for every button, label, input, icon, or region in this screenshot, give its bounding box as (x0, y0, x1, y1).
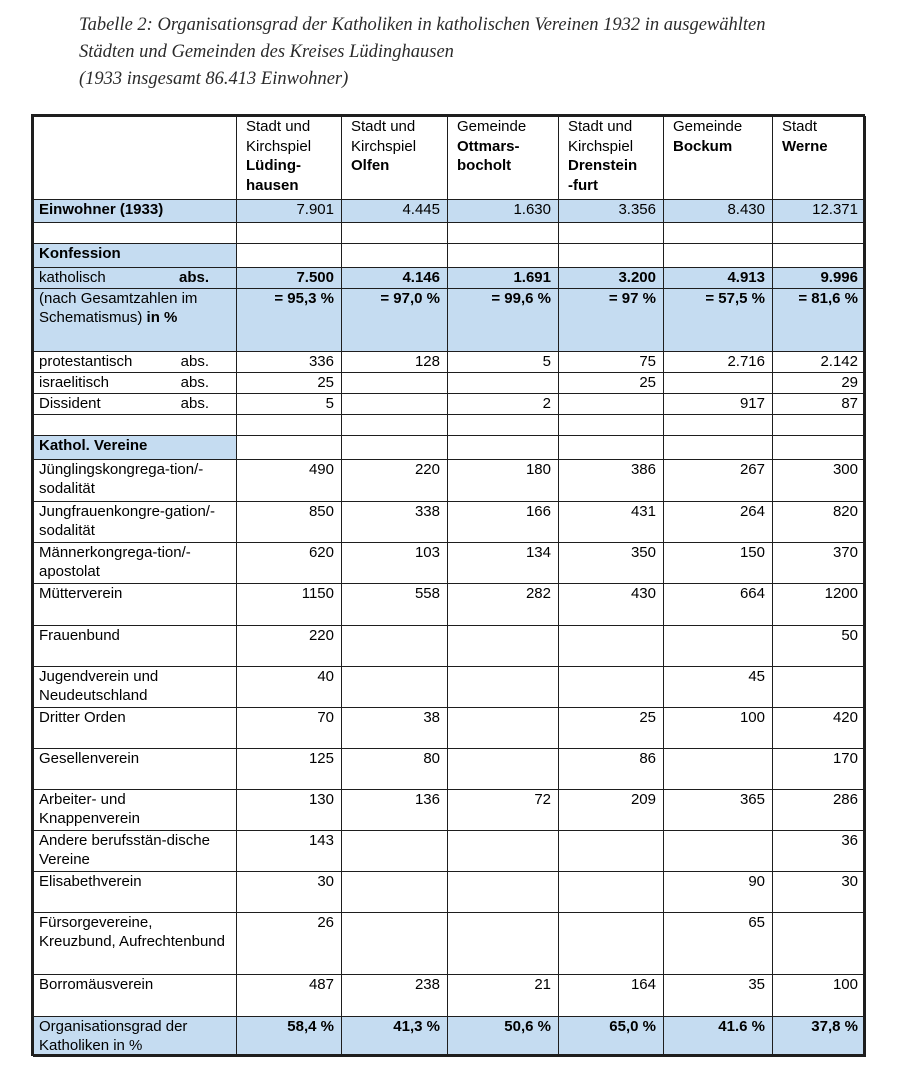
value-cell (342, 830, 448, 871)
column-header-line: Stadt (782, 118, 818, 135)
value-cell: 1200 (773, 583, 866, 625)
value-cell (773, 912, 866, 974)
header-corner-cell (34, 117, 237, 200)
value-cell: 150 (664, 542, 773, 583)
row-label-text: Arbeiter- und Knappenverein (39, 790, 140, 827)
row-label-text: Mütterverein (39, 584, 123, 602)
row-label-suffix: abs. (180, 352, 209, 370)
column-header (559, 117, 664, 200)
row-label-text: protestantisch (39, 352, 133, 370)
value-cell (448, 244, 559, 268)
row-label-text: katholisch (39, 269, 106, 286)
column-header-line: Kirchspiel (351, 137, 417, 155)
value-cell: 30 (773, 871, 866, 912)
value-cell: 820 (773, 501, 866, 542)
row-label-suffix: abs. (180, 373, 209, 391)
row-label-text: (nach Gesamtzahlen im Schematismus) (39, 289, 198, 326)
value-cell: 12.371 (773, 200, 866, 223)
row-label (34, 288, 237, 351)
row-label-text: Frauenbund (39, 626, 120, 644)
row-label-text: Dritter Orden (39, 708, 126, 726)
value-cell (448, 625, 559, 666)
row-label-text: Elisabethverein (39, 872, 142, 890)
value-cell (664, 223, 773, 244)
column-header (448, 117, 559, 200)
data-table (33, 116, 866, 1057)
row-label-text: Männerkongrega-tion/-apostolat (39, 543, 191, 580)
table-row (34, 435, 866, 459)
column-header-line: Ottmars- (457, 137, 520, 155)
value-cell (773, 223, 866, 244)
value-cell (664, 435, 773, 459)
value-cell: 9.996 (773, 268, 866, 289)
value-cell (342, 414, 448, 435)
row-label (34, 625, 237, 666)
value-cell: = 99,6 % (448, 288, 559, 351)
value-cell: 5 (237, 393, 342, 414)
table-row (34, 912, 866, 974)
value-cell (559, 393, 664, 414)
value-cell (559, 414, 664, 435)
row-label (34, 871, 237, 912)
value-cell: 2 (448, 393, 559, 414)
value-cell: 620 (237, 542, 342, 583)
value-cell (448, 666, 559, 707)
row-label-suffix: abs. (178, 269, 209, 286)
value-cell (342, 372, 448, 393)
value-cell (559, 912, 664, 974)
row-label (34, 223, 237, 244)
value-cell: 8.430 (664, 200, 773, 223)
value-cell: 65 (664, 912, 773, 974)
row-label (34, 351, 237, 372)
row-label (34, 748, 237, 789)
table-row (34, 625, 866, 666)
column-header-line: Lüding- (246, 157, 301, 174)
value-cell: 58,4 % (237, 1016, 342, 1056)
row-label-text: Organisationsgrad der Katholiken in % (39, 1017, 188, 1054)
value-cell (664, 625, 773, 666)
column-header (664, 117, 773, 200)
value-cell (773, 414, 866, 435)
value-cell (342, 912, 448, 974)
value-cell (237, 244, 342, 268)
value-cell: 143 (237, 830, 342, 871)
row-label (34, 200, 237, 223)
column-header-line: bocholt (457, 157, 512, 174)
value-cell: 264 (664, 501, 773, 542)
value-cell: = 81,6 % (773, 288, 866, 351)
column-header-line: Werne (782, 137, 828, 155)
row-label (34, 244, 237, 268)
value-cell: 87 (773, 393, 866, 414)
row-label (34, 666, 237, 707)
value-cell: 386 (559, 459, 664, 501)
value-cell: 209 (559, 789, 664, 830)
row-label (34, 372, 237, 393)
value-cell (773, 435, 866, 459)
value-cell (448, 871, 559, 912)
column-header-line: Drenstein (568, 157, 638, 174)
table-row (34, 1016, 866, 1056)
value-cell: 850 (237, 501, 342, 542)
value-cell: 220 (237, 625, 342, 666)
value-cell: 128 (342, 351, 448, 372)
column-header-line: Gemeinde (673, 118, 743, 135)
value-cell (448, 372, 559, 393)
value-cell: 65,0 % (559, 1016, 664, 1056)
table-row (34, 583, 866, 625)
row-label-text: Jungfrauenkongre-gation/-sodalität (39, 502, 215, 539)
row-label-text: Borromäusverein (39, 975, 154, 993)
value-cell: 75 (559, 351, 664, 372)
value-cell (342, 393, 448, 414)
value-cell: 4.913 (664, 268, 773, 289)
row-label-text: Jugendverein und Neudeutschland (39, 667, 159, 704)
value-cell: 136 (342, 789, 448, 830)
value-cell (664, 372, 773, 393)
value-cell (664, 414, 773, 435)
row-label-unit: in % (146, 309, 178, 326)
value-cell: 7.500 (237, 268, 342, 289)
column-header-line: Kirchspiel (246, 137, 312, 155)
value-cell (559, 244, 664, 268)
value-cell: 5 (448, 351, 559, 372)
column-header-line: Gemeinde (457, 118, 527, 135)
value-cell: 238 (342, 974, 448, 1016)
caption-line-1: Tabelle 2: Organisationsgrad der Katholiken in katholischen Vereinen 1932 in ausgewählten (79, 15, 766, 35)
column-header-line: Stadt und (246, 118, 311, 135)
row-label-text: israelitisch (39, 373, 110, 391)
value-cell: 365 (664, 789, 773, 830)
row-label (34, 459, 237, 501)
value-cell: 1150 (237, 583, 342, 625)
row-label (34, 268, 237, 289)
value-cell (342, 435, 448, 459)
value-cell: 4.445 (342, 200, 448, 223)
row-label-text: Andere berufsstän-dische Vereine (39, 831, 210, 868)
table-row (34, 871, 866, 912)
row-label-text: Fürsorgevereine, Kreuzbund, Aufrechtenbund (39, 913, 225, 950)
value-cell: 80 (342, 748, 448, 789)
value-cell: 40 (237, 666, 342, 707)
row-label (34, 830, 237, 871)
value-cell (559, 435, 664, 459)
table-row (34, 707, 866, 748)
value-cell: 21 (448, 974, 559, 1016)
value-cell (448, 707, 559, 748)
value-cell: 50,6 % (448, 1016, 559, 1056)
row-label (34, 912, 237, 974)
value-cell: 420 (773, 707, 866, 748)
value-cell: 1.630 (448, 200, 559, 223)
value-cell (773, 244, 866, 268)
value-cell: 41.6 % (664, 1016, 773, 1056)
column-header (237, 117, 342, 200)
table-row (34, 200, 866, 223)
value-cell (342, 871, 448, 912)
column-header-line: Stadt und (568, 118, 633, 135)
row-label (34, 583, 237, 625)
row-label (34, 974, 237, 1016)
table-row (34, 789, 866, 830)
value-cell: 430 (559, 583, 664, 625)
value-cell: 45 (664, 666, 773, 707)
table-caption (79, 12, 879, 93)
column-header (342, 117, 448, 200)
row-label (34, 789, 237, 830)
value-cell: 100 (773, 974, 866, 1016)
value-cell: 37,8 % (773, 1016, 866, 1056)
value-cell: = 57,5 % (664, 288, 773, 351)
column-header-line: Stadt und (351, 118, 416, 135)
table-row (34, 666, 866, 707)
value-cell: 35 (664, 974, 773, 1016)
value-cell: 300 (773, 459, 866, 501)
table-row (34, 414, 866, 435)
row-label (34, 501, 237, 542)
value-cell (448, 414, 559, 435)
value-cell: 36 (773, 830, 866, 871)
value-cell (664, 748, 773, 789)
value-cell (342, 244, 448, 268)
value-cell: 30 (237, 871, 342, 912)
value-cell: 170 (773, 748, 866, 789)
value-cell: 1.691 (448, 268, 559, 289)
column-header-line: hausen (246, 176, 299, 194)
value-cell: 41,3 % (342, 1016, 448, 1056)
row-label-text: Kathol. Vereine (39, 436, 148, 454)
value-cell: 4.146 (342, 268, 448, 289)
value-cell (773, 666, 866, 707)
table-row (34, 393, 866, 414)
value-cell (342, 625, 448, 666)
row-label (34, 542, 237, 583)
row-label (34, 1016, 237, 1056)
value-cell: 2.716 (664, 351, 773, 372)
value-cell (559, 625, 664, 666)
value-cell (448, 830, 559, 871)
value-cell: 370 (773, 542, 866, 583)
row-label (34, 414, 237, 435)
value-cell: 25 (559, 372, 664, 393)
value-cell: 664 (664, 583, 773, 625)
value-cell: 134 (448, 542, 559, 583)
value-cell (237, 414, 342, 435)
column-header-line: Bockum (673, 137, 733, 155)
value-cell: 558 (342, 583, 448, 625)
column-header-line: Olfen (351, 157, 390, 174)
value-cell: 25 (559, 707, 664, 748)
value-cell: 72 (448, 789, 559, 830)
row-label-text: Konfession (39, 245, 121, 262)
table-row (34, 501, 866, 542)
table-row (34, 748, 866, 789)
caption-line-2: Städten und Gemeinden des Kreises Lüdinghausen (79, 42, 454, 62)
value-cell: 338 (342, 501, 448, 542)
row-label-text: Dissident (39, 394, 101, 412)
value-cell (237, 435, 342, 459)
value-cell: 86 (559, 748, 664, 789)
value-cell (237, 223, 342, 244)
value-cell (559, 830, 664, 871)
value-cell (448, 748, 559, 789)
row-label-text: Einwohner (1933) (39, 201, 164, 218)
value-cell: 282 (448, 583, 559, 625)
value-cell: = 97 % (559, 288, 664, 351)
table-row (34, 459, 866, 501)
table-row (34, 223, 866, 244)
value-cell: 100 (664, 707, 773, 748)
value-cell: 350 (559, 542, 664, 583)
value-cell: 487 (237, 974, 342, 1016)
row-label (34, 707, 237, 748)
value-cell (342, 223, 448, 244)
value-cell (448, 435, 559, 459)
table-row (34, 830, 866, 871)
row-label-suffix: abs. (180, 394, 209, 412)
table-row (34, 372, 866, 393)
table-row (34, 244, 866, 268)
value-cell: 166 (448, 501, 559, 542)
value-cell: 431 (559, 501, 664, 542)
value-cell (448, 223, 559, 244)
value-cell: 90 (664, 871, 773, 912)
table-row (34, 288, 866, 351)
value-cell: 336 (237, 351, 342, 372)
value-cell (448, 912, 559, 974)
row-label-text: Jünglingskongrega-tion/-sodalität (39, 460, 204, 497)
caption-line-3: (1933 insgesamt 86.413 Einwohner) (79, 69, 349, 89)
value-cell: = 95,3 % (237, 288, 342, 351)
value-cell: 2.142 (773, 351, 866, 372)
value-cell: 917 (664, 393, 773, 414)
value-cell: 103 (342, 542, 448, 583)
value-cell: 220 (342, 459, 448, 501)
value-cell (664, 244, 773, 268)
value-cell: = 97,0 % (342, 288, 448, 351)
value-cell: 164 (559, 974, 664, 1016)
row-label-text: Gesellenverein (39, 749, 140, 767)
value-cell: 29 (773, 372, 866, 393)
value-cell (559, 871, 664, 912)
value-cell: 130 (237, 789, 342, 830)
value-cell: 7.901 (237, 200, 342, 223)
value-cell (664, 830, 773, 871)
value-cell (342, 666, 448, 707)
row-label (34, 393, 237, 414)
table-header-row (34, 117, 866, 200)
table-row (34, 351, 866, 372)
value-cell: 50 (773, 625, 866, 666)
value-cell: 70 (237, 707, 342, 748)
column-header (773, 117, 866, 200)
value-cell: 26 (237, 912, 342, 974)
table-row (34, 542, 866, 583)
table-row (34, 268, 866, 289)
value-cell: 38 (342, 707, 448, 748)
value-cell: 3.200 (559, 268, 664, 289)
value-cell: 3.356 (559, 200, 664, 223)
value-cell: 267 (664, 459, 773, 501)
value-cell: 286 (773, 789, 866, 830)
value-cell (559, 223, 664, 244)
value-cell (559, 666, 664, 707)
value-cell: 125 (237, 748, 342, 789)
row-label (34, 435, 237, 459)
column-header-line: -furt (568, 176, 598, 194)
value-cell: 490 (237, 459, 342, 501)
value-cell: 180 (448, 459, 559, 501)
table-row (34, 974, 866, 1016)
value-cell: 25 (237, 372, 342, 393)
column-header-line: Kirchspiel (568, 137, 634, 155)
